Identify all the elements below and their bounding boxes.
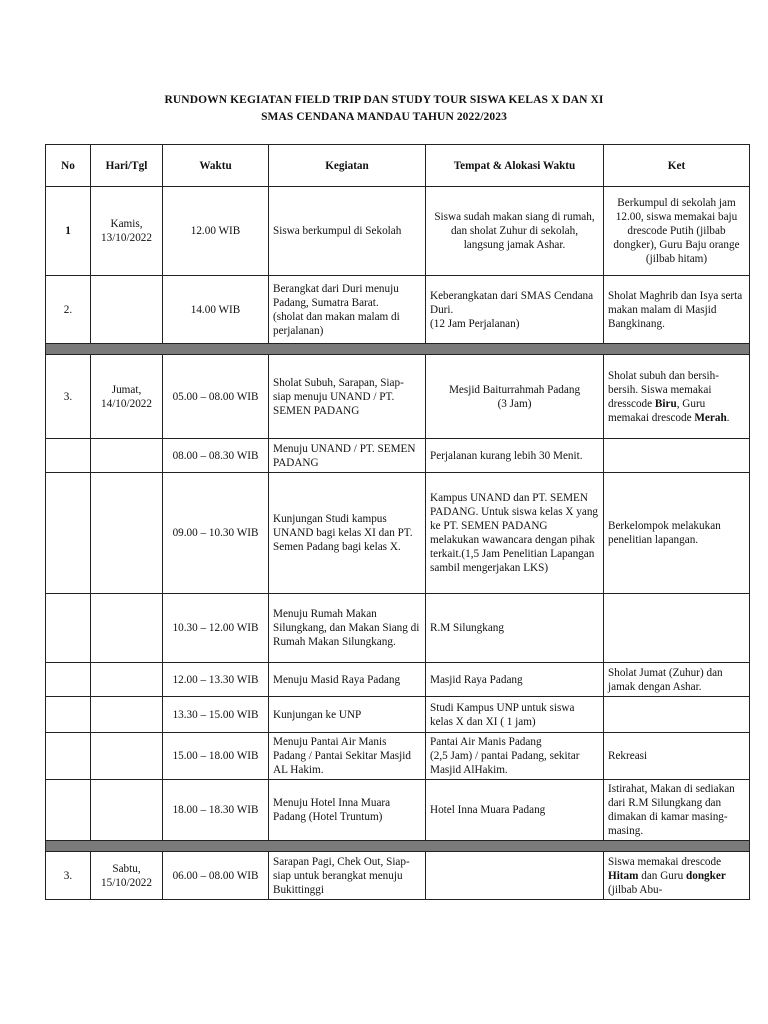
row-no [46, 733, 91, 780]
row-ket: Berkumpul di sekolah jam 12.00, siswa memakai baju drescode Putih (jilbab dongker), Guru Baju orange (jilbab hitam) [604, 187, 750, 276]
row-no [46, 439, 91, 473]
header-kegiatan: Kegiatan [269, 145, 426, 187]
row-tempat-line2: (12 Jam Perjalanan) [430, 317, 520, 330]
row-hari [91, 473, 163, 594]
row-tempat [426, 355, 604, 439]
day-separator [46, 344, 750, 355]
day-separator [46, 841, 750, 852]
row-kegiatan: Menuju Masid Raya Padang [269, 663, 426, 697]
table-row [46, 439, 750, 473]
row-kegiatan: Sarapan Pagi, Chek Out, Siap-siap untuk berangkat menuju Bukittinggi [269, 852, 426, 900]
ket-color-guru: Merah [694, 411, 727, 424]
separator-bar [46, 344, 750, 355]
row-kegiatan: Kunjungan ke UNP [269, 697, 426, 733]
row-hari [91, 663, 163, 697]
table-row [46, 697, 750, 733]
table-row [46, 355, 750, 439]
row-waktu: 08.00 – 08.30 WIB [163, 439, 269, 473]
row-hari [91, 780, 163, 841]
row-tempat: Hotel Inna Muara Padang [426, 780, 604, 841]
row-ket [604, 852, 750, 900]
row-tempat-line1: Keberangkatan dari SMAS Cendana Duri. [430, 289, 594, 316]
table-row [46, 733, 750, 780]
row-tempat: Siswa sudah makan siang di rumah, dan sholat Zuhur di sekolah, langsung jamak Ashar. [426, 187, 604, 276]
row-waktu: 05.00 – 08.00 WIB [163, 355, 269, 439]
schedule-table [45, 144, 750, 900]
row-waktu: 13.30 – 15.00 WIB [163, 697, 269, 733]
ket-color-siswa: Biru [654, 397, 677, 410]
row-ket [604, 439, 750, 473]
row-hari [91, 594, 163, 663]
row-kegiatan: Menuju Rumah Makan Silungkang, dan Makan Siang di Rumah Makan Silungkang. [269, 594, 426, 663]
document-subtitle: SMAS CENDANA MANDAU TAHUN 2022/2023 [261, 111, 507, 123]
row-ket [604, 594, 750, 663]
row-no: 2. [46, 276, 91, 344]
row-tempat: Kampus UNAND dan PT. SEMEN PADANG. Untuk siswa kelas X yang ke PT. SEMEN PADANG melakukan wawancara dengan pihak terkait.(1,5 Jam Penelitian Lapangan sambil mengerjakan LKS) [426, 473, 604, 594]
row-tempat [426, 733, 604, 780]
row-waktu: 14.00 WIB [163, 276, 269, 344]
table-row [46, 276, 750, 344]
row-tempat-line2: (2,5 Jam) / pantai Padang, sekitar Masjid AlHakim. [430, 750, 580, 776]
row-no [46, 473, 91, 594]
row-tempat [426, 276, 604, 344]
row-kegiatan [269, 276, 426, 344]
row-kegiatan: Sholat Subuh, Sarapan, Siap-siap menuju UNAND / PT. SEMEN PADANG [269, 355, 426, 439]
row-no: 1 [46, 187, 91, 276]
row-ket: Sholat Maghrib dan Isya serta makan malam di Masjid Bangkinang. [604, 276, 750, 344]
row-waktu: 12.00 WIB [163, 187, 269, 276]
row-waktu: 06.00 – 08.00 WIB [163, 852, 269, 900]
table-row [46, 663, 750, 697]
row-ket: Berkelompok melakukan penelitian lapangan. [604, 473, 750, 594]
document-title: RUNDOWN KEGIATAN FIELD TRIP DAN STUDY TOUR SISWA KELAS X DAN XI [164, 94, 604, 106]
row-waktu: 10.30 – 12.00 WIB [163, 594, 269, 663]
row-no [46, 697, 91, 733]
row-tempat [426, 852, 604, 900]
row-ket [604, 697, 750, 733]
row-tempat: Masjid Raya Padang [426, 663, 604, 697]
row-ket [604, 355, 750, 439]
row-waktu: 12.00 – 13.30 WIB [163, 663, 269, 697]
table-row [46, 594, 750, 663]
row-kegiatan-line2: (sholat dan makan malam di perjalanan) [273, 310, 400, 337]
row-ket: Istirahat, Makan di sediakan dari R.M Silungkang dan dimakan di kamar masing-masing. [604, 780, 750, 841]
row-tempat: Studi Kampus UNP untuk siswa kelas X dan XI ( 1 jam) [426, 697, 604, 733]
table-row [46, 473, 750, 594]
table-row [46, 187, 750, 276]
header-tempat: Tempat & Alokasi Waktu [426, 145, 604, 187]
row-kegiatan: Menuju Hotel Inna Muara Padang (Hotel Truntum) [269, 780, 426, 841]
row-no [46, 780, 91, 841]
ket-color-siswa: Hitam [608, 869, 639, 882]
row-ket: Rekreasi [604, 733, 750, 780]
row-no [46, 663, 91, 697]
row-waktu: 18.00 – 18.30 WIB [163, 780, 269, 841]
row-no: 3. [46, 852, 91, 900]
row-waktu: 15.00 – 18.00 WIB [163, 733, 269, 780]
row-tempat-line1: Pantai Air Manis Padang [430, 736, 542, 748]
table-row [46, 780, 750, 841]
ket-text-e: . [726, 411, 730, 424]
header-ket: Ket [604, 145, 750, 187]
row-hari [91, 439, 163, 473]
ket-text-c: , Guru memakai drescode [608, 397, 706, 424]
row-kegiatan-line1: Berangkat dari Duri menuju Padang, Sumatra Barat. [273, 282, 399, 309]
row-hari: Sabtu, 15/10/2022 [91, 852, 163, 900]
row-tempat: Perjalanan kurang lebih 30 Menit. [426, 439, 604, 473]
separator-bar [46, 841, 750, 852]
row-hari [91, 733, 163, 780]
ket-text-a: Siswa memakai drescode [608, 855, 722, 868]
header-no: No [46, 145, 91, 187]
row-kegiatan: Menuju Pantai Air Manis Padang / Pantai Sekitar Masjid AL Hakim. [269, 733, 426, 780]
row-tempat-line1: Mesjid Baiturrahmah Padang [448, 383, 581, 396]
header-hari: Hari/Tgl [91, 145, 163, 187]
row-no [46, 594, 91, 663]
row-hari: Jumat, 14/10/2022 [91, 355, 163, 439]
header-waktu: Waktu [163, 145, 269, 187]
row-tempat: R.M Silungkang [426, 594, 604, 663]
ket-color-guru: dongker [686, 869, 726, 882]
row-ket: Sholat Jumat (Zuhur) dan jamak dengan Ashar. [604, 663, 750, 697]
row-hari [91, 697, 163, 733]
row-hari: Kamis, 13/10/2022 [91, 187, 163, 276]
row-kegiatan: Menuju UNAND / PT. SEMEN PADANG [269, 439, 426, 473]
table-row [46, 852, 750, 900]
ket-text-c: dan Guru [638, 869, 686, 882]
ket-text-e: (jilbab Abu- [608, 883, 663, 896]
row-tempat-line2: (3 Jam) [497, 397, 532, 410]
row-kegiatan: Kunjungan Studi kampus UNAND bagi kelas XI dan PT. Semen Padang bagi kelas X. [269, 473, 426, 594]
ket-text-a: Sholat subuh dan bersih-bersih. Siswa memakai dresscode [608, 369, 719, 410]
row-no: 3. [46, 355, 91, 439]
table-header-row [46, 145, 750, 187]
row-kegiatan: Siswa berkumpul di Sekolah [269, 187, 426, 276]
row-waktu: 09.00 – 10.30 WIB [163, 473, 269, 594]
row-hari [91, 276, 163, 344]
